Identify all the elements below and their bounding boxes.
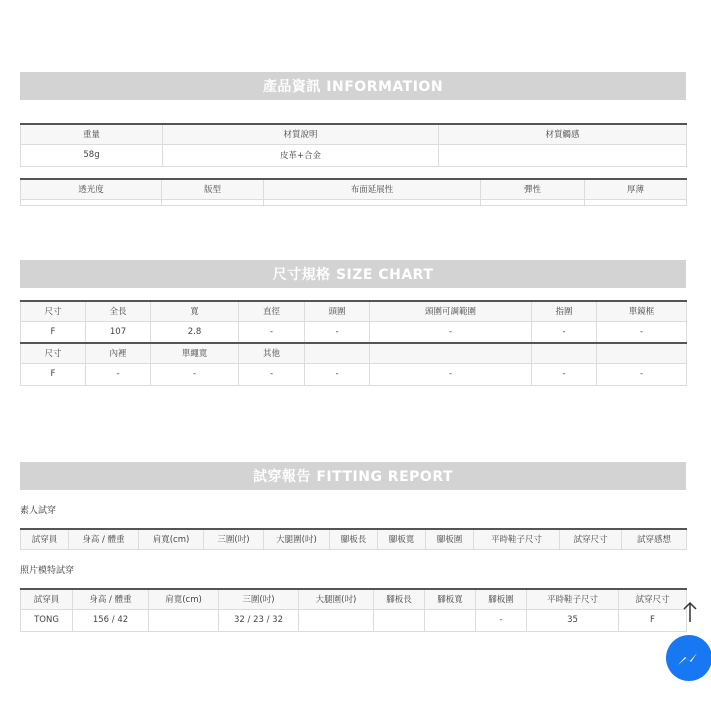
header-cell: 材質說明: [163, 124, 439, 144]
header-cell: 試穿感想: [622, 529, 687, 549]
value-cell: -: [532, 363, 597, 385]
header-cell: 頭圍可調範圍: [370, 301, 532, 321]
fitting-report-banner: 試穿報告 FITTING REPORT: [20, 462, 686, 490]
value-cell: 107: [86, 321, 151, 343]
header-cell: 腳板寬: [425, 589, 476, 609]
value-cell: [149, 609, 219, 631]
value-cell: -: [86, 363, 151, 385]
fitting-report-section: [20, 462, 686, 490]
value-cell: TONG: [21, 609, 73, 631]
value-cell: [264, 199, 481, 205]
header-cell: 平時鞋子尺寸: [474, 529, 560, 549]
product-info-section: [20, 72, 686, 100]
value-cell: -: [532, 321, 597, 343]
size-chart-table: [20, 300, 686, 386]
header-cell: 全長: [86, 301, 151, 321]
header-cell: [597, 343, 687, 363]
value-cell: 皮革+合金: [163, 144, 439, 166]
header-cell: 重量: [21, 124, 163, 144]
header-cell: 腳板圍: [426, 529, 474, 549]
header-cell: [370, 343, 532, 363]
value-cell: -: [305, 363, 370, 385]
header-cell: 三圍(吋): [204, 529, 264, 549]
size-chart-section: [20, 260, 686, 288]
value-cell: 32 / 23 / 32: [219, 609, 299, 631]
value-cell: F: [619, 609, 687, 631]
header-cell: 試穿員: [21, 529, 69, 549]
value-cell: [299, 609, 374, 631]
value-cell: -: [151, 363, 239, 385]
header-cell: 其他: [239, 343, 305, 363]
value-cell: [481, 199, 585, 205]
value-cell: -: [305, 321, 370, 343]
header-cell: 三圍(吋): [219, 589, 299, 609]
header-cell: 厚薄: [585, 179, 687, 199]
value-cell: 2.8: [151, 321, 239, 343]
model-fitting-table: [20, 588, 686, 632]
header-cell: 內裡: [86, 343, 151, 363]
header-cell: 身高 / 體重: [69, 529, 139, 549]
header-cell: 試穿尺寸: [619, 589, 687, 609]
value-cell: -: [239, 363, 305, 385]
value-cell: 156 / 42: [73, 609, 149, 631]
value-cell: [162, 199, 264, 205]
header-cell: 寬: [151, 301, 239, 321]
header-cell: [532, 343, 597, 363]
header-cell: 單繩寬: [151, 343, 239, 363]
value-cell: [585, 199, 687, 205]
header-cell: 尺寸: [21, 301, 86, 321]
value-cell: -: [476, 609, 527, 631]
header-cell: 布面延展性: [264, 179, 481, 199]
value-cell: -: [597, 321, 687, 343]
header-cell: 頭圍: [305, 301, 370, 321]
header-cell: 腳板圍: [476, 589, 527, 609]
header-cell: 腳板寬: [378, 529, 426, 549]
amateur-fitting-label: 素人試穿: [20, 506, 57, 516]
header-cell: 材質觸感: [439, 124, 687, 144]
model-fitting-label: 照片模特試穿: [20, 566, 75, 576]
header-cell: 腳板長: [330, 529, 378, 549]
arrow-up-icon: [680, 600, 700, 624]
back-to-top-button[interactable]: [680, 600, 700, 624]
header-cell: [305, 343, 370, 363]
header-cell: 肩寬(cm): [149, 589, 219, 609]
messenger-icon: [666, 635, 711, 681]
value-cell: 58g: [21, 144, 163, 166]
header-cell: 試穿尺寸: [560, 529, 622, 549]
product-info-table-1: [20, 123, 686, 167]
product-info-banner: 產品資訊 INFORMATION: [20, 72, 686, 100]
amateur-fitting-table: [20, 528, 686, 550]
value-cell: [439, 144, 687, 166]
value-cell: F: [21, 321, 86, 343]
header-cell: 彈性: [481, 179, 585, 199]
header-cell: 指圍: [532, 301, 597, 321]
header-cell: 版型: [162, 179, 264, 199]
header-cell: 平時鞋子尺寸: [527, 589, 619, 609]
header-cell: 腳板長: [374, 589, 425, 609]
value-cell: F: [21, 363, 86, 385]
value-cell: [425, 609, 476, 631]
value-cell: [21, 199, 162, 205]
value-cell: [374, 609, 425, 631]
value-cell: 35: [527, 609, 619, 631]
header-cell: 尺寸: [21, 343, 86, 363]
header-cell: 大腿圍(吋): [299, 589, 374, 609]
messenger-chat-button[interactable]: [666, 635, 711, 681]
header-cell: 直徑: [239, 301, 305, 321]
size-chart-banner: 尺寸規格 SIZE CHART: [20, 260, 686, 288]
header-cell: 大腿圍(吋): [264, 529, 330, 549]
header-cell: 肩寬(cm): [139, 529, 204, 549]
value-cell: -: [239, 321, 305, 343]
value-cell: -: [370, 321, 532, 343]
header-cell: 單鏡框: [597, 301, 687, 321]
header-cell: 透光度: [21, 179, 162, 199]
header-cell: 試穿員: [21, 589, 73, 609]
value-cell: -: [370, 363, 532, 385]
header-cell: 身高 / 體重: [73, 589, 149, 609]
value-cell: -: [597, 363, 687, 385]
product-info-table-2: [20, 178, 686, 206]
